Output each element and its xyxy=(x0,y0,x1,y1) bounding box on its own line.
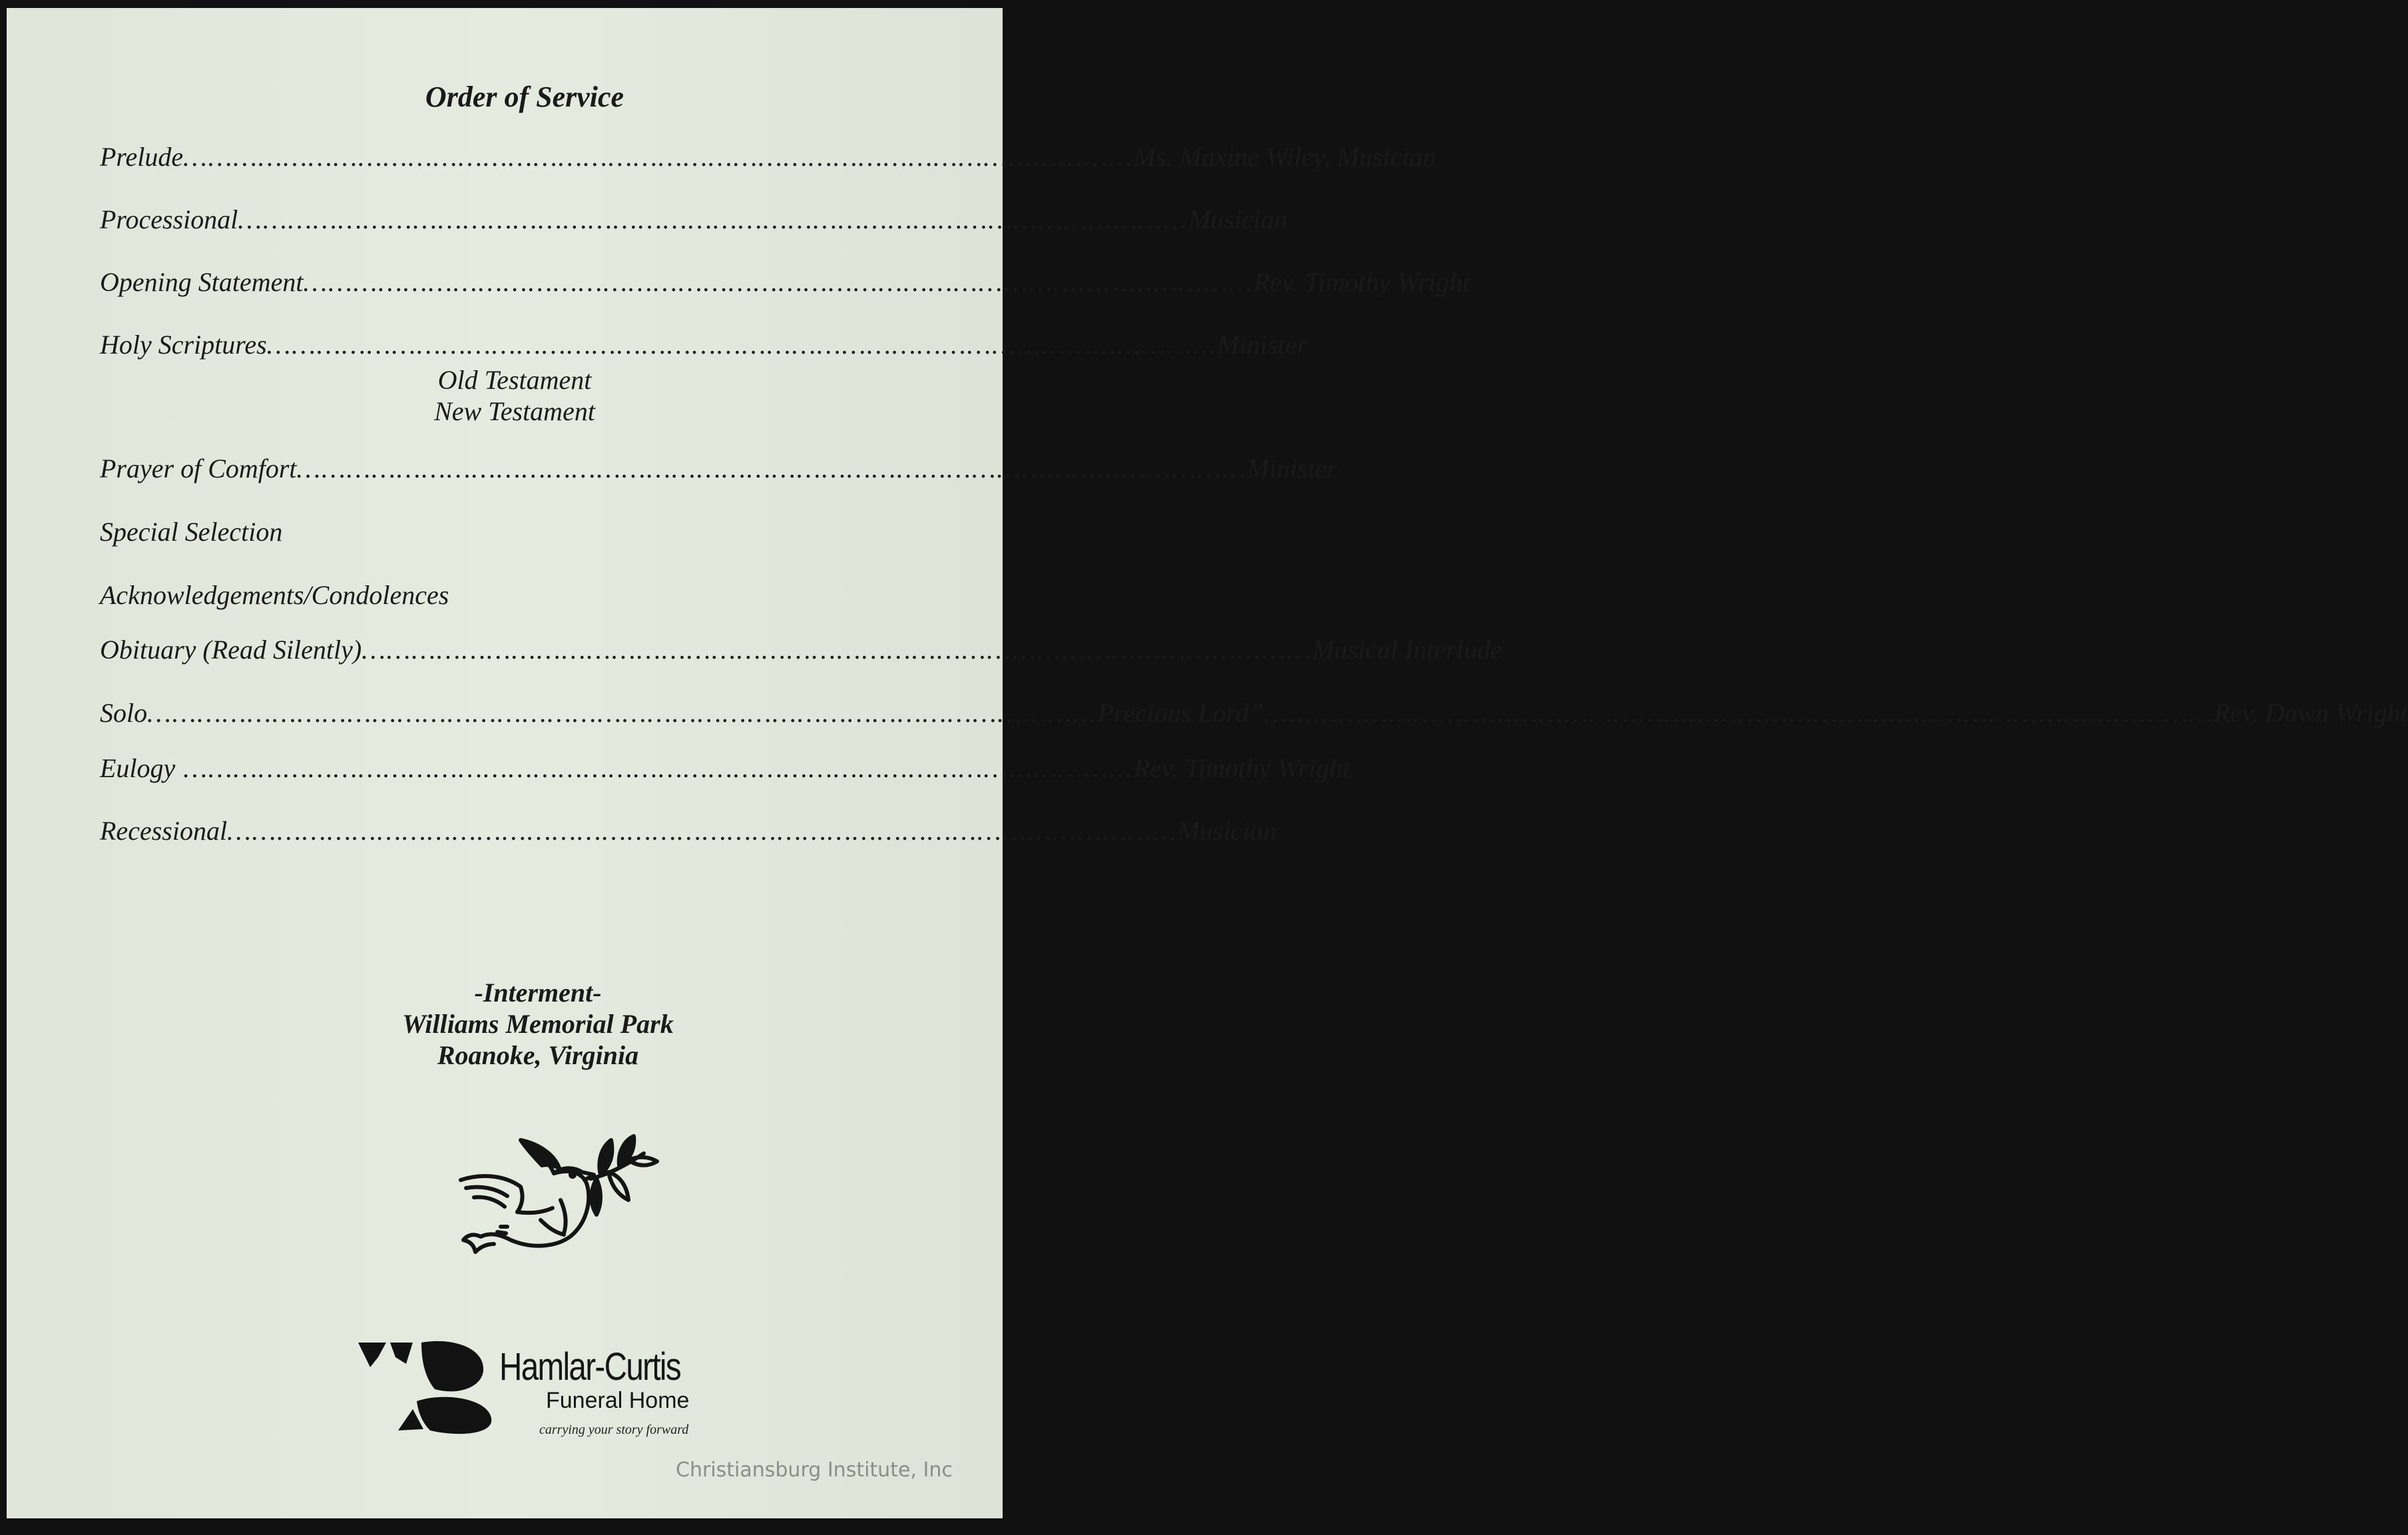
scripture-old-testament: Old Testament xyxy=(437,365,592,395)
service-part: Acknowledgements/Condolences xyxy=(100,580,449,610)
funeral-home-tagline: carrying your story forward xyxy=(539,1422,689,1437)
watermark: Christiansburg Institute, Inc xyxy=(676,1458,953,1482)
service-row-eulogy xyxy=(100,753,1350,787)
service-leader: Musician xyxy=(1188,204,1288,234)
service-row-prayer-of-comfort xyxy=(100,453,1337,487)
service-part: Eulogy xyxy=(100,753,176,783)
service-leader: Ms. Maxine Wiley, Musician xyxy=(1133,142,1437,172)
solo-song-title: Precious Lord” xyxy=(1097,698,1264,728)
funeral-home-logo-text xyxy=(499,1347,726,1438)
dove-with-olive-branch-icon xyxy=(454,1127,660,1273)
service-leader: Musical Interlude xyxy=(1312,635,1503,665)
leader-dots: …………………………………………………………………………………………………… xyxy=(1263,698,2214,728)
interment-block xyxy=(40,977,1036,1071)
service-row-recessional xyxy=(100,815,1277,850)
service-part: Holy Scriptures xyxy=(100,330,267,360)
service-part: Solo xyxy=(100,698,148,728)
leader-dots: …………………………………………………………………………………………………… xyxy=(266,330,1218,360)
service-leader: Rev. Timothy Wright xyxy=(1133,753,1350,783)
leader-dots: …………………………………………………………………………………………………… xyxy=(147,698,1098,728)
program-page xyxy=(7,8,2408,1518)
service-leader: Minister xyxy=(1217,330,1308,360)
service-part: Prelude xyxy=(100,142,184,172)
leader-dots: …………………………………………………………………………………………………… xyxy=(361,635,1312,665)
service-leader: Rev. Timothy Wright xyxy=(1254,267,1470,297)
service-row-prelude xyxy=(100,141,1437,176)
service-row-processional xyxy=(100,204,1288,238)
leader-dots: …………………………………………………………………………………………………… xyxy=(238,204,1188,234)
service-leader: Rev. Dawn Wright xyxy=(2214,698,2408,728)
interment-location: Roanoke, Virginia xyxy=(437,1040,639,1070)
leader-dots: …………………………………………………………………………………………………… xyxy=(296,454,1248,483)
leader-dots: …………………………………………………………………………………………………… xyxy=(227,816,1178,846)
service-part: Processional xyxy=(100,204,238,234)
service-part: Recessional xyxy=(100,816,228,846)
interment-heading: -Interment- xyxy=(474,978,602,1008)
service-row-holy-scriptures xyxy=(100,329,1308,364)
service-part: Prayer of Comfort xyxy=(100,454,297,483)
funeral-home-logo-mark xyxy=(358,1337,501,1437)
service-row-opening-statement xyxy=(100,266,1470,301)
leader-dots: …………………………………………………………………………………………………… xyxy=(183,142,1134,172)
leader-dots: …………………………………………………………………………………………………… xyxy=(303,267,1254,297)
service-row-obituary xyxy=(100,634,1503,669)
service-row-acknowledgements xyxy=(100,579,969,614)
leader-dots: …………………………………………………………………………………………………… xyxy=(175,753,1134,783)
service-leader: Musician xyxy=(1177,816,1277,846)
service-row-special-selection xyxy=(100,516,969,551)
interment-place: Williams Memorial Park xyxy=(402,1009,674,1039)
page-title: Order of Service xyxy=(425,81,624,113)
funeral-home-subtitle: Funeral Home xyxy=(546,1388,690,1413)
service-leader: Minister xyxy=(1247,454,1337,483)
service-part: Opening Statement xyxy=(100,267,304,297)
service-part: Obituary (Read Silently) xyxy=(100,635,362,665)
scripture-new-testament: New Testament xyxy=(434,396,595,426)
funeral-home-name: Hamlar-Curtis xyxy=(499,1345,680,1388)
service-part: Special Selection xyxy=(100,517,283,547)
service-row-solo xyxy=(100,697,2408,732)
